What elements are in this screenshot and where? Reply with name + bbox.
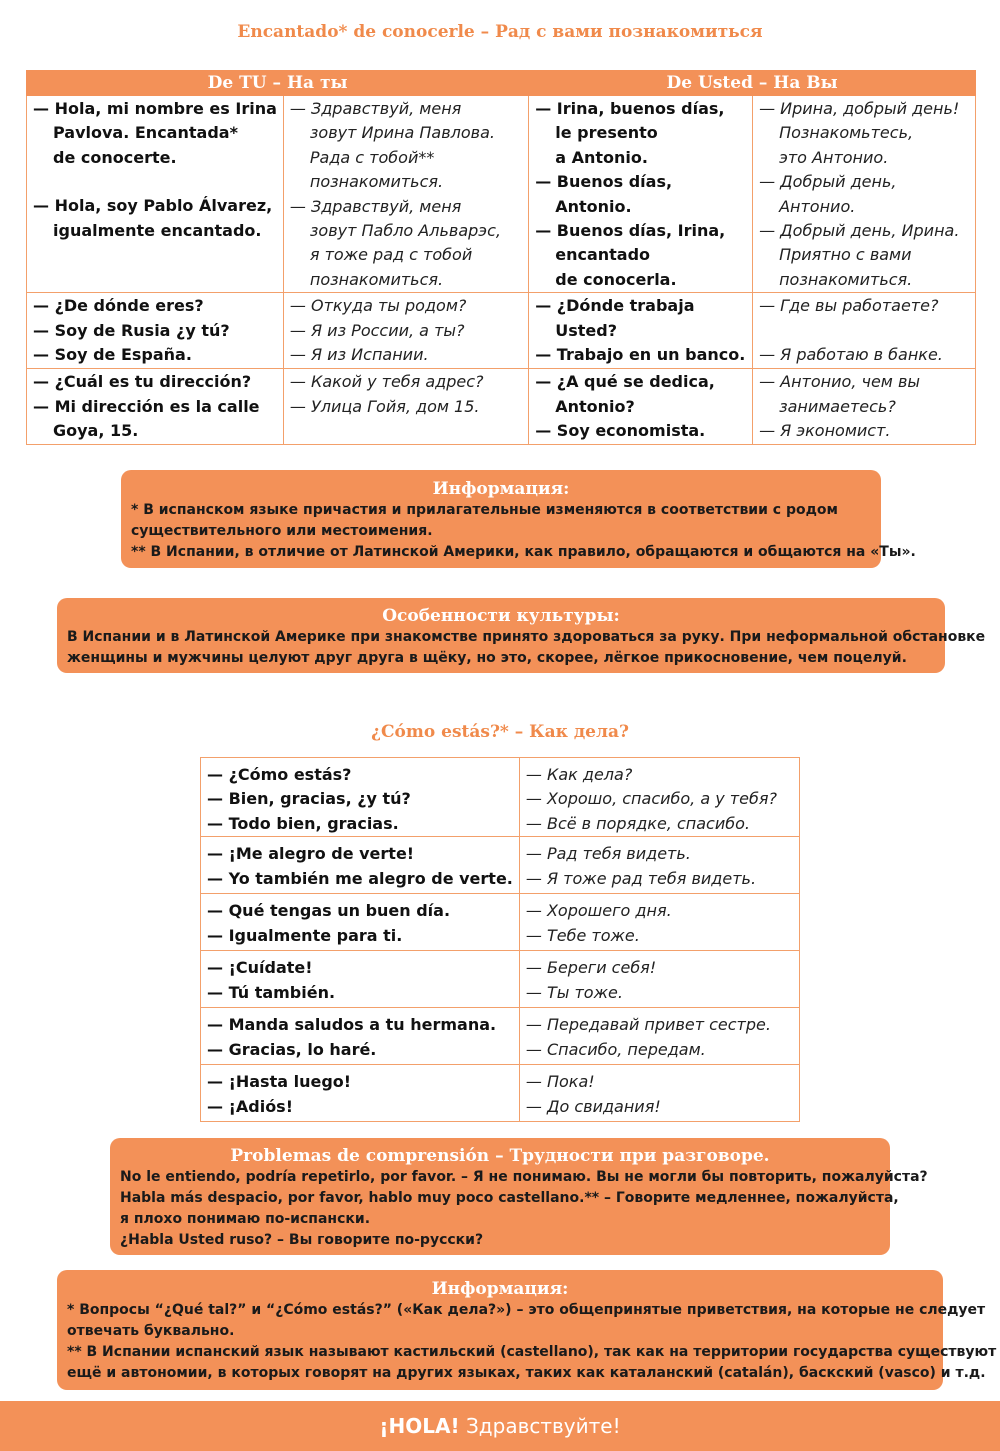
phrase-line: — Ты тоже. — [525, 982, 623, 1002]
phrase-line: — Рад тебя видеть. — [525, 844, 691, 864]
how-are-you-table — [200, 757, 800, 1122]
tu-ru-cell — [283, 293, 528, 369]
table-row — [201, 758, 800, 837]
phrase-line: Usted? — [555, 320, 617, 340]
phrase-line: — Хорошего дня. — [525, 901, 672, 921]
table-row — [201, 1008, 800, 1065]
meeting-phrases-table — [26, 70, 976, 445]
phrase-line: — Береги себя! — [525, 958, 657, 978]
phrase-line: — ¡Me alegro de verte! — [207, 844, 415, 864]
box-text-line: В Испании и в Латинской Америке при знакомстве принято здороваться за руку. При неформальной обстановке — [67, 629, 986, 645]
es-cell — [201, 837, 520, 894]
table-row — [27, 293, 976, 369]
phrase-line: — ¡Adiós! — [207, 1096, 293, 1116]
table-row — [201, 894, 800, 951]
box-text-line: * В испанском языке причастия и прилагательные изменяются в соответствии с родом — [131, 502, 838, 518]
phrase-line: de conocerla. — [555, 269, 677, 289]
phrase-line: — Mi dirección es la calle — [33, 396, 260, 416]
header-usted: De Usted – На Вы — [529, 71, 976, 96]
phrase-line: занимаетесь? — [779, 396, 896, 416]
table-row — [27, 96, 976, 293]
phrase-line: Goya, 15. — [53, 421, 139, 441]
es-cell — [201, 1008, 520, 1065]
phrase-line: — Антонио, чем вы — [759, 372, 920, 392]
phrase-line: de conocerte. — [53, 147, 177, 167]
phrase-line: le presento — [555, 123, 658, 143]
phrase-line: — Добрый день, Ирина. — [759, 221, 960, 241]
phrase-line: Антонио. — [779, 196, 856, 216]
phrase-line: — Хорошо, спасибо, а у тебя? — [525, 789, 777, 809]
table-row — [201, 837, 800, 894]
phrase-line: Приятно с вами — [779, 245, 912, 265]
phrase-line: Pavlova. Encantada* — [53, 123, 238, 143]
phrase-line: познакомиться. — [779, 269, 913, 289]
phrase-line: это Антонио. — [779, 147, 889, 167]
culture-box-title: Особенности культуры: — [382, 606, 620, 626]
phrase-line: igualmente encantado. — [53, 220, 262, 240]
phrase-line: — ¿De dónde eres? — [33, 296, 204, 316]
phrase-line: — ¡Hasta luego! — [207, 1072, 352, 1092]
phrase-line: — Я работаю в банке. — [759, 344, 943, 364]
phrase-line: — ¿Cómo estás? — [207, 765, 352, 784]
spacer — [33, 170, 277, 194]
phrase-line: — Улица Гойя, дом 15. — [289, 396, 480, 416]
phrase-line: — Я из Испании. — [289, 345, 429, 365]
phrase-line: — ¿Cuál es tu dirección? — [33, 372, 252, 392]
tu-ru-cell — [283, 369, 528, 445]
phrase-line: — Todo bien, gracias. — [207, 813, 399, 833]
phrase-line: — Пока! — [525, 1072, 595, 1092]
box-text-line: * Вопросы “¿Qué tal?” и “¿Cómo estás?” («Как дела?») – это общепринятые приветствия, на которые не следует — [67, 1302, 986, 1318]
phrase-line: — Добрый день, — [759, 172, 897, 192]
phrase-line: — Manda saludos a tu hermana. — [207, 1015, 497, 1035]
section-title-meeting: Encantado* de conocerle – Рад с вами познакомиться — [237, 22, 763, 42]
table-row — [27, 369, 976, 445]
phrase-line: — Ирина, добрый день! — [759, 99, 960, 118]
box-text-line: отвечать буквально. — [67, 1323, 235, 1339]
phrase-line: — Спасибо, передам. — [525, 1039, 706, 1059]
usted-ru-cell — [753, 293, 976, 369]
phrase-line: — Buenos días, Irina, — [535, 221, 726, 241]
phrase-line: — Тебе тоже. — [525, 925, 640, 945]
usted-es-cell — [529, 369, 753, 445]
phrase-line: — Откуда ты родом? — [289, 296, 467, 316]
es-cell — [201, 758, 520, 837]
phrase-line: a Antonio. — [555, 147, 648, 167]
box-text-line: ** В Испании испанский язык называют кастильский (castellano), так как на территории государства существуют — [67, 1344, 997, 1360]
phrase-line: — ¿Dónde trabaja — [535, 296, 695, 316]
phrase-line: — Bien, gracias, ¿y tú? — [207, 789, 411, 809]
phrase-line: Antonio? — [555, 396, 635, 416]
info-box-greetings — [57, 1270, 997, 1390]
phrase-line: — Qué tengas un buen día. — [207, 901, 451, 921]
table-row — [201, 1065, 800, 1122]
phrase-line: — Я тоже рад тебя видеть. — [525, 868, 757, 888]
phrase-line: Antonio. — [555, 196, 632, 216]
box-text-line: ещё и автономии, в которых говорят на других языках, таких как каталанский (catalán), баскский (vasco) и т.д. — [67, 1365, 986, 1381]
phrase-line: зовут Ирина Павлова. — [309, 123, 495, 143]
tu-es-cell — [27, 96, 284, 293]
info-box-title: Информация: — [432, 479, 570, 499]
phrase-line: Познакомьтесь, — [779, 123, 914, 143]
box-text-line: Habla más despacio, por favor, hablo muy poco castellano.** – Говорите медленнее, пожалуйста, — [120, 1190, 899, 1206]
phrase-line: — Gracias, lo haré. — [207, 1039, 377, 1059]
phrase-line: — ¡Cuídate! — [207, 958, 313, 978]
ru-cell — [519, 951, 799, 1008]
phrase-line: — Yo también me alegro de verte. — [207, 868, 513, 888]
phrase-line: — Передавай привет сестре. — [525, 1015, 771, 1035]
phrase-line: — Hola, soy Pablo Álvarez, — [33, 196, 273, 216]
es-cell — [201, 894, 520, 951]
footer-banner — [0, 1401, 1000, 1451]
table-row — [201, 951, 800, 1008]
info-box-title: Информация: — [431, 1279, 569, 1299]
footer-hello-ru: Здравствуйте! — [459, 1414, 621, 1438]
ru-cell — [519, 837, 799, 894]
tu-ru-cell — [283, 96, 528, 293]
phrase-line: — Tú también. — [207, 982, 336, 1002]
problems-box — [110, 1138, 928, 1255]
phrase-line: — Irina, buenos días, — [535, 99, 725, 118]
phrase-line: — Buenos días, — [535, 172, 673, 192]
es-cell — [201, 951, 520, 1008]
phrase-line: — Как дела? — [525, 765, 633, 784]
usted-es-cell — [529, 293, 753, 369]
ru-cell — [519, 758, 799, 837]
phrase-line: — Здравствуй, меня — [289, 99, 462, 118]
phrase-line: — Я экономист. — [759, 421, 891, 441]
phrase-line: — Soy economista. — [535, 421, 706, 441]
es-cell — [201, 1065, 520, 1122]
phrase-line: — Всё в порядке, спасибо. — [525, 813, 750, 833]
footer-hola: ¡HOLA! — [379, 1414, 460, 1438]
ru-cell — [519, 894, 799, 951]
problems-box-title: Problemas de comprensión – Трудности при разговоре. — [230, 1146, 770, 1166]
ru-cell — [519, 1065, 799, 1122]
culture-box — [57, 598, 986, 673]
phrase-line: — Soy de España. — [33, 345, 192, 365]
phrase-line: — Здравствуй, меня — [289, 196, 462, 216]
phrase-line: — Hola, mi nombre es Irina — [33, 99, 277, 118]
box-text-line: женщины и мужчины целуют друг друга в щёку, но это, скорее, лёгкое прикосновение, чем поцелуй. — [67, 650, 907, 666]
tu-es-cell — [27, 369, 284, 445]
phrase-line: зовут Пабло Альварэс, — [309, 221, 501, 241]
phrase-line: — Я из России, а ты? — [289, 320, 465, 340]
usted-es-cell — [529, 96, 753, 293]
ru-cell — [519, 1008, 799, 1065]
phrase-line: — ¿A qué se dedica, — [535, 372, 715, 392]
info-box-body — [131, 500, 916, 563]
info-box-body — [67, 1300, 997, 1384]
problems-box-body — [120, 1167, 928, 1251]
phrase-line: — Где вы работаете? — [759, 296, 939, 316]
phrase-line: — До свидания! — [525, 1096, 661, 1116]
culture-box-body — [67, 627, 986, 669]
box-text-line: No le entiendo, podría repetirlo, por favor. – Я не понимаю. Вы не могли бы повторить, пожалуйста? — [120, 1169, 928, 1185]
phrase-line: — Igualmente para ti. — [207, 925, 403, 945]
spacer — [759, 319, 969, 343]
phrase-line: познакомиться. — [309, 172, 444, 192]
usted-ru-cell — [753, 369, 976, 445]
phrase-line: Рада с тобой** — [309, 147, 435, 167]
info-box-grammar — [121, 470, 916, 568]
box-text-line: ¿Habla Usted ruso? – Вы говорите по-русски? — [120, 1232, 484, 1248]
phrase-line: encantado — [555, 245, 651, 265]
box-text-line: ** В Испании, в отличие от Латинской Америки, как правило, обращаются и общаются на «Ты». — [131, 544, 916, 560]
phrase-line: — Какой у тебя адрес? — [289, 372, 484, 392]
phrase-line: — Soy de Rusia ¿y tú? — [33, 320, 230, 340]
box-text-line: я плохо понимаю по-испански. — [120, 1211, 371, 1227]
tu-es-cell — [27, 293, 284, 369]
header-tu: De TU – На ты — [27, 71, 529, 96]
phrase-line: — Trabajo en un banco. — [535, 345, 746, 365]
phrase-line: познакомиться. — [309, 269, 444, 289]
phrase-line: я тоже рад с тобой — [309, 245, 473, 265]
box-text-line: существительного или местоимения. — [131, 523, 433, 539]
usted-ru-cell — [753, 96, 976, 293]
section-title-how-are-you: ¿Cómo estás?* – Как дела? — [371, 722, 629, 742]
